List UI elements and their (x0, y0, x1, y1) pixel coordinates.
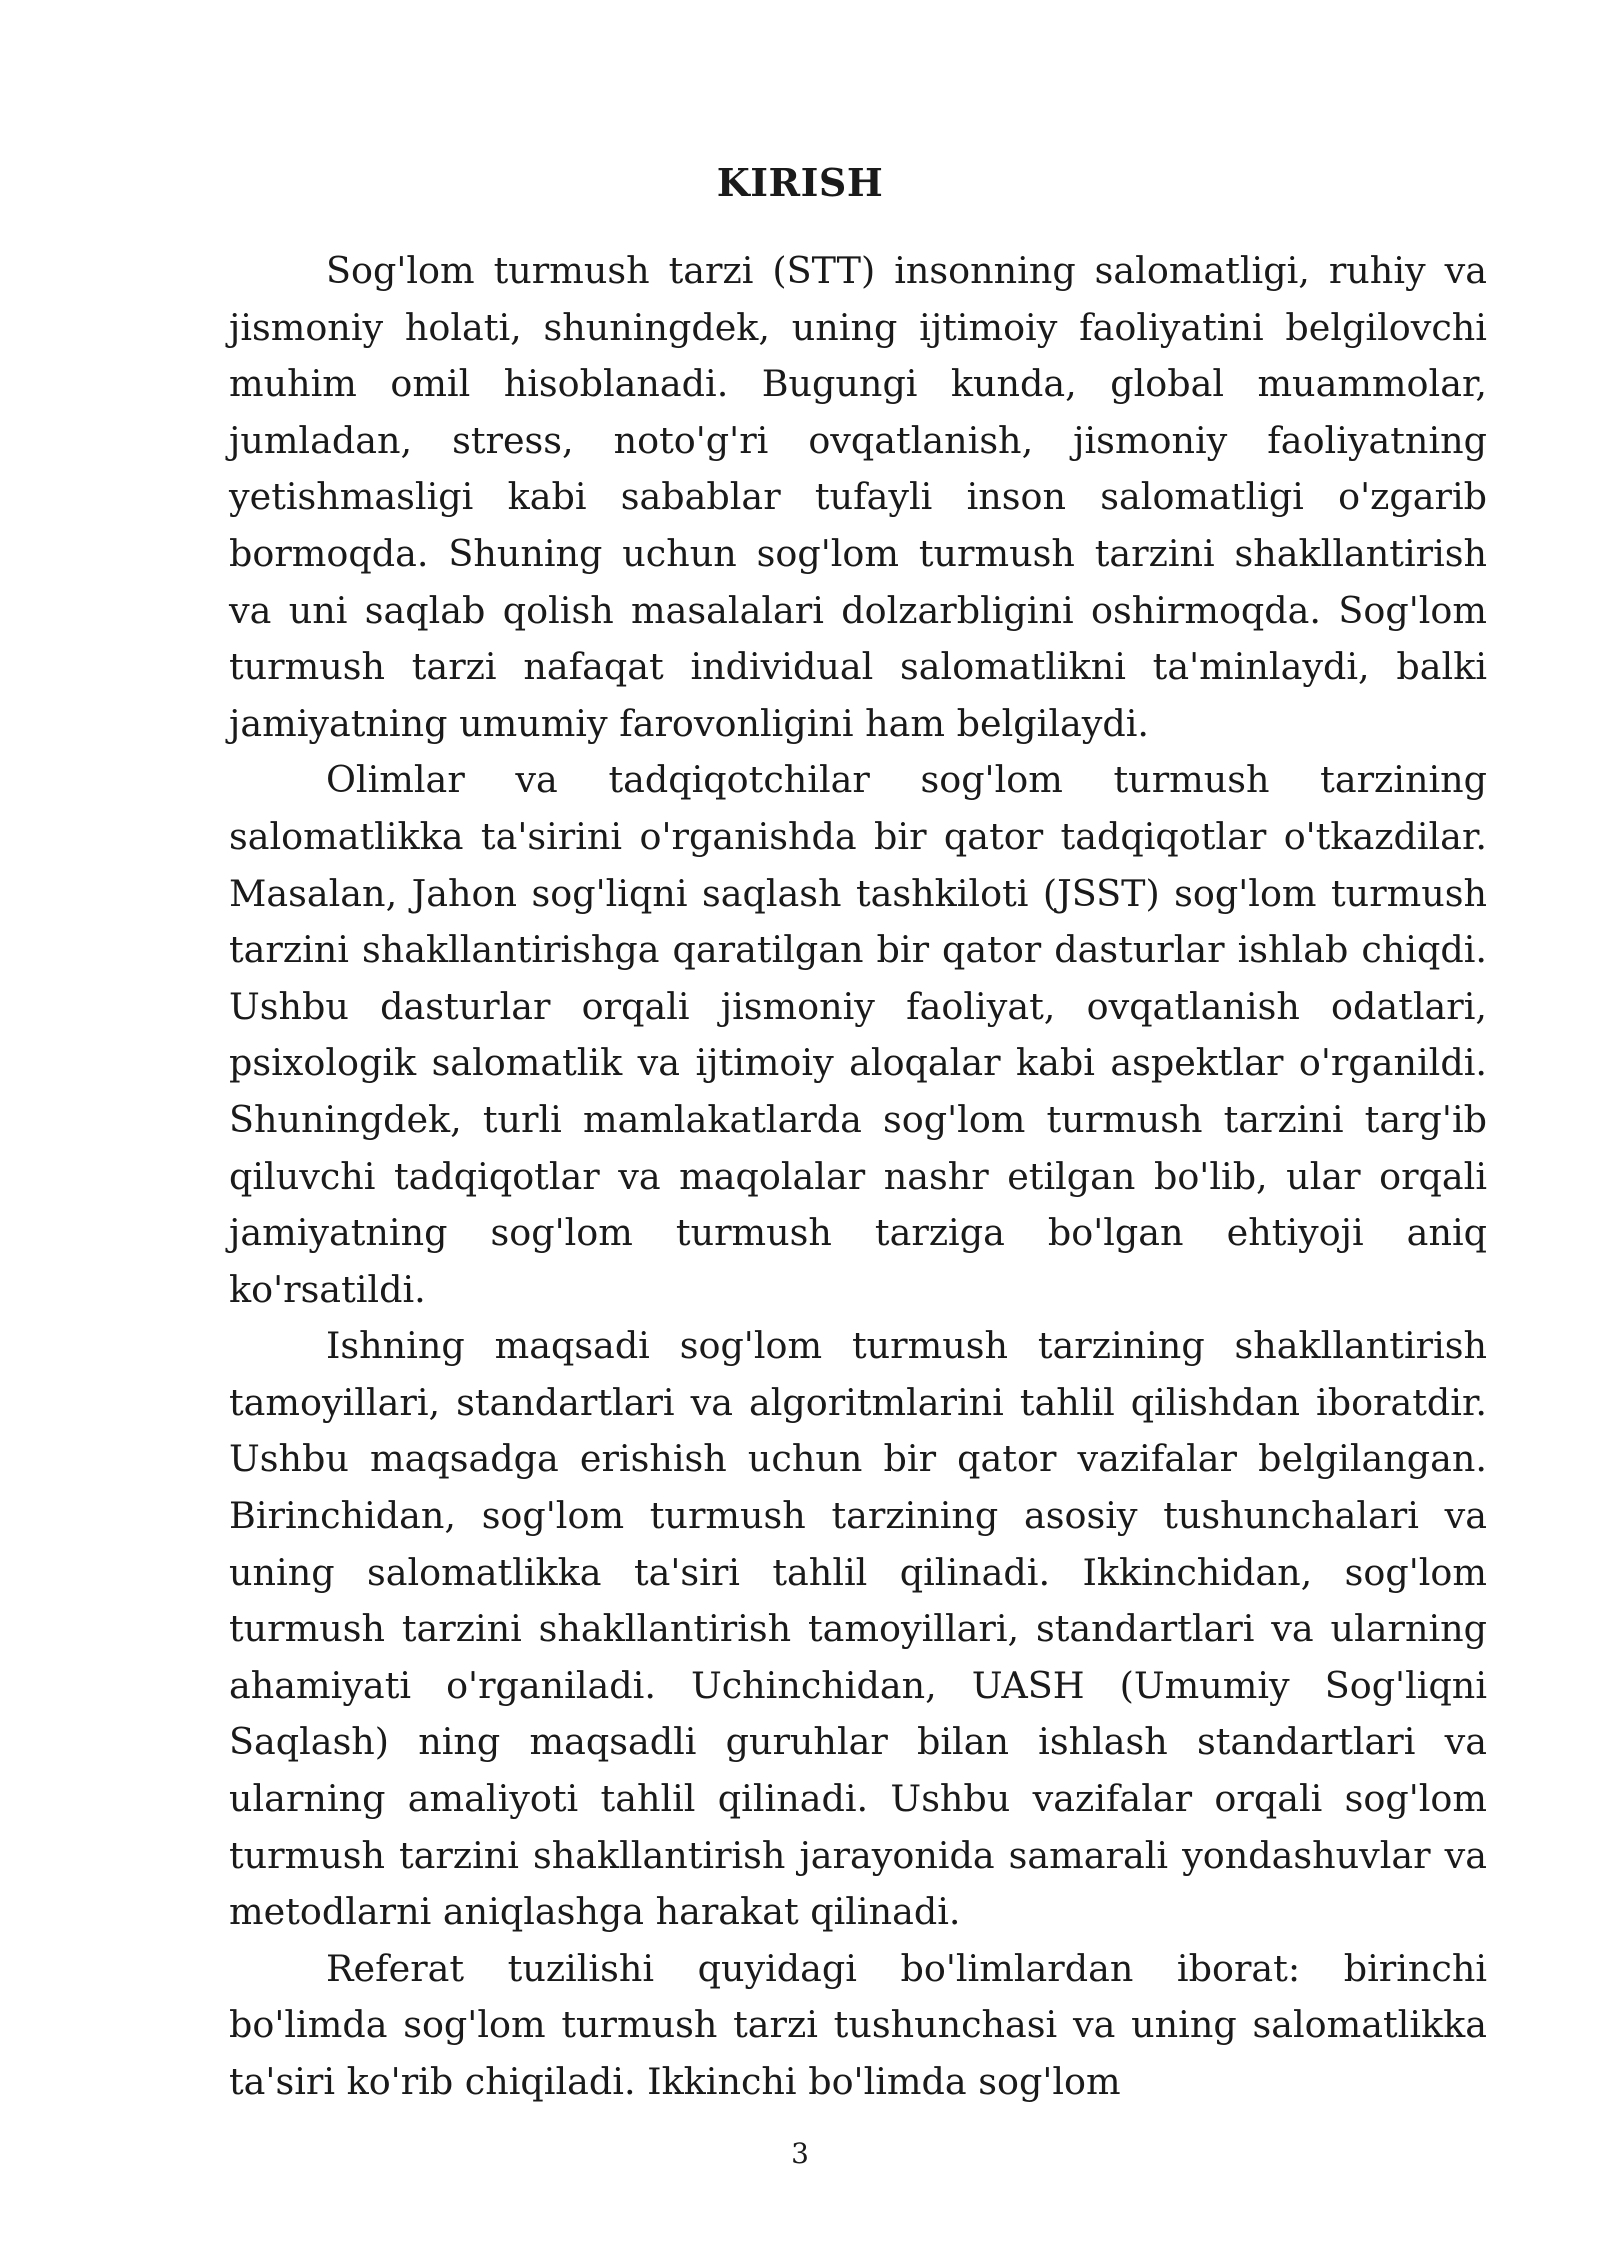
paragraph: Olimlar va tadqiqotchilar sog'lom turmush tarzining salomatlikka ta'sirini o'rganishda bir qator tadqiqotlar o'tkazdilar. Masalan, Jahon sog'liqni saqlash tashkiloti (JSST) sog'lom turmush tarzini shakllantirishga qaratilgan bir qator dasturlar ishlab chiqdi. Ushbu dasturlar orqali jismoniy faoliyat, ovqatlanish odatlari, psixologik salomatlik va ijtimoiy aloqalar kabi aspektlar o'rganildi. Shuningdek, turli mamlakatlarda sog'lom turmush tarzini targ'ib qiluvchi tadqiqotlar va maqolalar nashr etilgan bo'lib, ular orqali jamiyatning sog'lom turmush tarziga bo'lgan ehtiyoji aniq ko'rsatildi. (229, 758, 1487, 1311)
paragraph: Referat tuzilishi quyidagi bo'limlardan iborat: birinchi bo'limda sog'lom turmush tarzi tushunchasi va uning salomatlikka ta'siri ko'rib chiqiladi. Ikkinchi bo'limda sog'lom (229, 1946, 1487, 2103)
paragraph: Sog'lom turmush tarzi (STT) insonning salomatligi, ruhiy va jismoniy holati, shuningdek, uning ijtimoiy faoliyatini belgilovchi muhim omil hisoblanadi. Bugungi kunda, global muammolar, jumladan, stress, noto'g'ri ovqatlanish, jismoniy faoliyatning yetishmasligi kabi sabablar tufayli inson salomatligi o'zgarib bormoqda. Shuning uchun sog'lom turmush tarzini shakllantirish va uni saqlab qolish masalalari dolzarbligini oshirmoqda. Sog'lom turmush tarzi nafaqat individual salomatlikni ta'minlaydi, balki jamiyatning umumiy farovonligini ham belgilaydi. (229, 249, 1487, 745)
body-text (229, 243, 1487, 2111)
page-number: 3 (791, 2137, 809, 2170)
paragraph: Ishning maqsadi sog'lom turmush tarzining shakllantirish tamoyillari, standartlari va algoritmlarini tahlil qilishdan iboratdir. Ushbu maqsadga erishish uchun bir qator vazifalar belgilangan. Birinchidan, sog'lom turmush tarzining asosiy tushunchalari va uning salomatlikka ta'siri tahlil qilinadi. Ikkinchidan, sog'lom turmush tarzini shakllantirish tamoyillari, standartlari va ularning ahamiyati o'rganiladi. Uchinchidan, UASH (Umumiy Sog'liqni Saqlash) ning maqsadli guruhlar bilan ishlash standartlari va ularning amaliyoti tahlil qilinadi. Ushbu vazifalar orqali sog'lom turmush tarzini shakllantirish jarayonida samarali yondashuvlar va metodlarni aniqlashga harakat qilinadi. (229, 1324, 1487, 1934)
page-title: KIRISH (716, 160, 884, 205)
